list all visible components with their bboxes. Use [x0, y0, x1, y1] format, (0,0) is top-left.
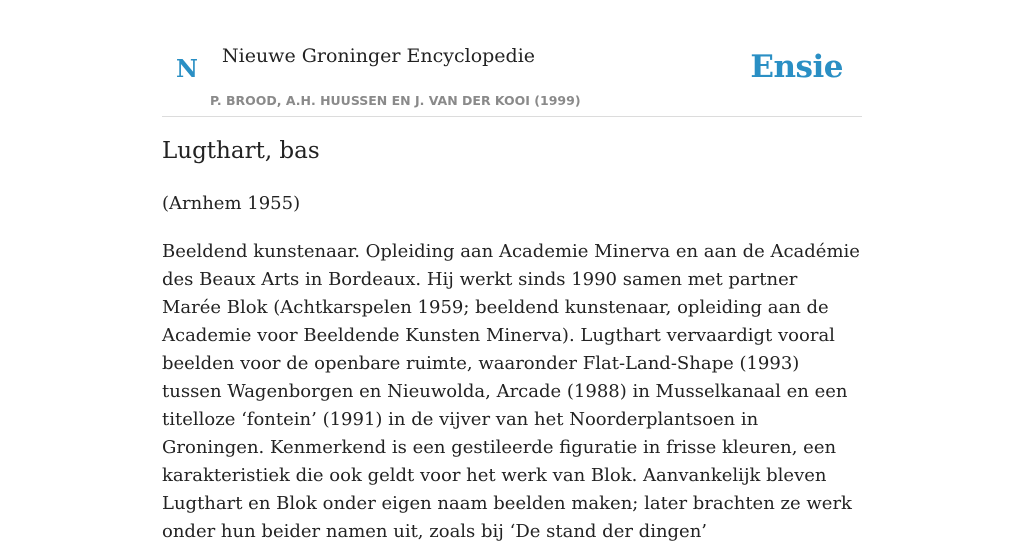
- source-authors: P. BROOD, A.H. HUUSSEN EN J. VAN DER KOOI (1999): [210, 93, 581, 108]
- entry-subtitle: (Arnhem 1955): [162, 193, 301, 214]
- brand-logo[interactable]: Ensie: [750, 49, 843, 85]
- entry-body: Beeldend kunstenaar. Opleiding aan Academie Minerva en aan de Académie des Beaux Arts in Bordeaux. Hij werkt sinds 1990 samen met partner Marée Blok (Achtkarspelen 1959; beeldend kunstenaar, opleiding aan de Academie voor Beeldende Kunsten Minerva). Lugthart vervaardigt vooral beelden voor de openbare ruimte, waaronder Flat-Land-Shape (1993) tussen Wagenborgen en Nieuwolda, Arcade (1988) in Musselkanaal en een titelloze ‘fontein’ (1991) in de vijver van het Noorderplantsoen in Groningen. Kenmerkend is een gestileerde figuratie in frisse kleuren, een karakteristiek die ook geldt voor het werk van Blok. Aanvankelijk bleven Lugthart en Blok onder eigen naam beelden maken; later brachten ze werk onder hun beider namen uit, zoals bij ‘De stand der dingen’: [162, 241, 860, 542]
- source-title[interactable]: Nieuwe Groninger Encyclopedie: [222, 45, 536, 67]
- source-logo-icon[interactable]: N: [176, 54, 198, 83]
- source-header: [162, 0, 862, 117]
- entry-title: Lugthart, bas: [162, 138, 320, 164]
